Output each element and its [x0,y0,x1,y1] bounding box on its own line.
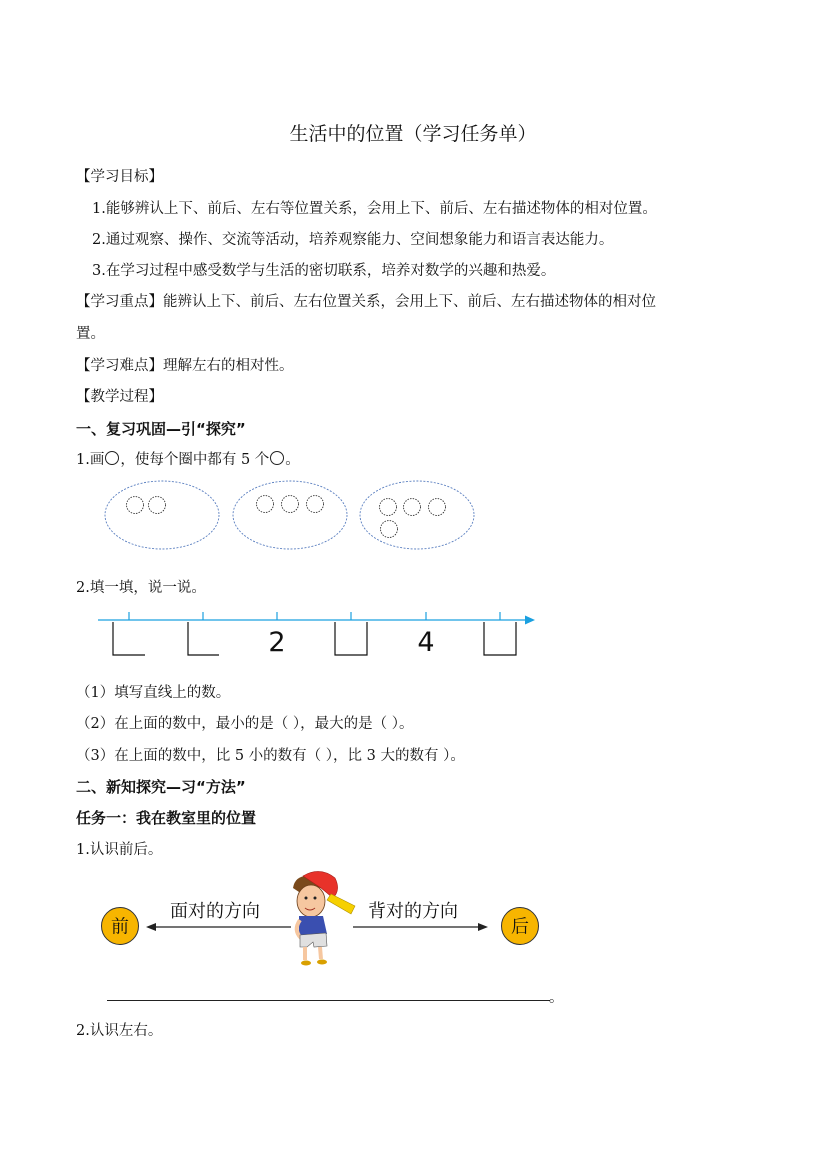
dashed-circle [380,499,397,516]
dashed-circle [429,499,446,516]
ellipse-group-3 [360,481,474,549]
facing-direction-label: 面对的方向 [170,901,260,922]
dashed-circle [127,497,144,514]
answer-end: 。 [549,990,564,1006]
answer-box[interactable] [335,622,367,655]
difficulty-text: 理解左右的相对性。 [163,358,294,374]
facing-arrow-head [146,923,156,931]
circle-groups-figure [100,478,480,558]
answer-box[interactable] [113,622,145,655]
axis-arrow [525,616,535,625]
q1-prefix: 1.画 [76,452,105,468]
back-badge-label: 后 [511,916,529,938]
answer-box[interactable] [484,622,516,655]
answer-line[interactable] [107,1000,550,1001]
item-left-right: 2.认识左右。 [76,1023,163,1039]
goals-heading: 【学习目标】 [76,169,163,185]
circle-symbol [270,451,284,465]
page-title: 生活中的位置（学习任务单） [289,123,537,145]
dashed-circle [282,496,299,513]
dashed-circle [257,496,274,513]
item-front-back: 1.认识前后。 [76,842,163,858]
goal-1: 1.能够辨认上下、前后、左右等位置关系，会用上下、前后、左右描述物体的相对位置。 [92,201,657,217]
dashed-circle [307,496,324,513]
key-points [76,292,656,312]
goal-2: 2.通过观察、操作、交流等活动，培养观察能力、空间想象能力和语言表达能力。 [92,232,614,248]
section1-heading: 一、复习巩固—引“探究” [76,420,246,438]
circle-symbol [105,451,119,465]
goal-3: 3.在学习过程中感受数学与生活的密切联系，培养对数学的兴趣和热爱。 [92,263,556,279]
key-points-text-cont: 置。 [76,326,105,342]
front-badge-label: 前 [111,916,129,938]
dashed-circle [149,497,166,514]
ellipse-group-1 [105,481,219,549]
task1-heading: 任务一：我在教室里的位置 [76,809,257,827]
difficulty [76,356,294,376]
dashed-circle [381,521,398,538]
key-points-label: 【学习重点】 [76,294,163,310]
ellipse-group-2 [233,481,347,549]
number-label: 2 [268,627,286,658]
sub-question-1: （1）填写直线上的数。 [76,685,231,701]
question-2: 2.填一填，说一说。 [76,580,206,596]
boy-figure [293,871,355,965]
number-label: 4 [417,627,435,658]
dashed-circle [404,499,421,516]
q1-suffix: ，使每个圈中都有 5 个 [120,452,270,468]
key-points-text: 能辨认上下、前后、左右位置关系，会用上下、前后、左右描述物体的相对位 [163,294,656,310]
question-1 [76,450,300,470]
backing-arrow-head [478,923,488,931]
number-line [95,606,540,661]
front-back-illustration [95,868,555,968]
difficulty-label: 【学习难点】 [76,358,163,374]
process-heading: 【教学过程】 [76,389,163,405]
sub-question-3: （3）在上面的数中，比 5 小的数有（ ），比 3 大的数有 ）。 [76,748,465,764]
section2-heading: 二、新知探究—习“方法” [76,778,246,796]
answer-box[interactable] [188,622,219,655]
backing-direction-label: 背对的方向 [368,901,458,922]
q1-end: 。 [285,452,300,468]
sub-question-2: （2）在上面的数中，最小的是（ ），最大的是（ ）。 [76,716,414,732]
